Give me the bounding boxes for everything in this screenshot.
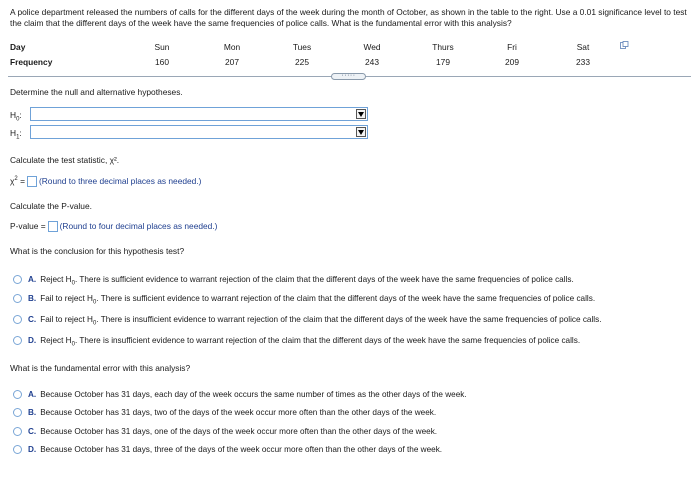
statistic-prompt: Calculate the test statistic, χ².: [10, 155, 120, 165]
chi-square-input[interactable]: [27, 176, 37, 187]
pvalue-input[interactable]: [48, 221, 58, 232]
conclusion-option-c[interactable]: C. Fail to reject $H_0$. There is insufficient evidence to warrant rejection of the claim that the different days of the week have the same frequencies of police calls.: [13, 315, 602, 327]
row-label-frequency: Frequency: [10, 57, 53, 67]
error-option-c[interactable]: C. Because October has 31 days, one of the days of the week occur more often than the other days of the week.: [13, 427, 437, 436]
day-thurs: Thurs: [432, 42, 454, 52]
question-intro: A police department released the numbers of calls for the different days of the week during the month of October, as shown in the table to the right. Use a 0.01 significance level to test the claim that the different days of the week have the same frequencies of police calls. What is the fundamental error with this analysis?: [10, 7, 687, 28]
h0-dropdown[interactable]: [30, 107, 368, 121]
dropdown-arrow-icon[interactable]: [356, 127, 366, 137]
radio-button[interactable]: [13, 390, 22, 399]
error-option-b[interactable]: B. Because October has 31 days, two of the days of the week occur more often than the other days of the week.: [13, 408, 436, 417]
conclusion-prompt: What is the conclusion for this hypothesis test?: [10, 246, 185, 256]
radio-button[interactable]: [13, 294, 22, 303]
conclusion-option-d[interactable]: D. Reject $H_0$. There is insufficient evidence to warrant rejection of the claim that the different days of the week have the same frequencies of police calls.: [13, 336, 580, 348]
pvalue-prompt: Calculate the P-value.: [10, 201, 92, 211]
day-sun: Sun: [154, 42, 170, 52]
conclusion-option-a[interactable]: A. Reject $H_0$. There is sufficient evidence to warrant rejection of the claim that the different days of the week have the same frequencies of police calls.: [13, 275, 574, 287]
radio-button[interactable]: [13, 275, 22, 284]
day-mon: Mon: [223, 42, 241, 52]
h1-dropdown[interactable]: [30, 125, 368, 139]
chi-square-label: $\chi^2$ =: [10, 176, 25, 186]
freq-thurs: 179: [436, 57, 450, 67]
radio-button[interactable]: [13, 315, 22, 324]
day-sat: Sat: [576, 42, 590, 52]
day-fri: Fri: [507, 42, 517, 52]
error-option-d[interactable]: D. Because October has 31 days, three of the days of the week occur more often than the other days of the week.: [13, 445, 442, 454]
row-label-day: Day: [10, 42, 26, 52]
h1-label: $H_1$:: [10, 128, 22, 141]
hypotheses-prompt: Determine the null and alternative hypotheses.: [10, 87, 183, 97]
dropdown-arrow-icon[interactable]: [356, 109, 366, 119]
radio-button[interactable]: [13, 427, 22, 436]
error-option-a[interactable]: A. Because October has 31 days, each day of the week occurs the same number of times as the other days of the week.: [13, 390, 467, 399]
freq-fri: 209: [505, 57, 519, 67]
freq-sun: 160: [155, 57, 169, 67]
freq-sat: 233: [576, 57, 590, 67]
conclusion-option-b[interactable]: B. Fail to reject $H_0$. There is sufficient evidence to warrant rejection of the claim that the different days of the week have the same frequencies of police calls.: [13, 294, 595, 306]
statistic-hint: (Round to three decimal places as needed.): [38, 176, 202, 186]
pvalue-answer-row: [10, 221, 217, 232]
statistic-answer-row: [10, 176, 201, 187]
radio-button[interactable]: [13, 408, 22, 417]
radio-button[interactable]: [13, 445, 22, 454]
error-prompt: What is the fundamental error with this analysis?: [10, 363, 191, 373]
freq-wed: 243: [365, 57, 379, 67]
freq-tues: 225: [295, 57, 309, 67]
h0-label: $H_0$:: [10, 110, 22, 123]
expand-button[interactable]: ·····: [331, 73, 366, 80]
pvalue-label: P-value =: [10, 221, 46, 231]
radio-button[interactable]: [13, 336, 22, 345]
day-wed: Wed: [363, 42, 381, 52]
copy-data-icon[interactable]: [620, 41, 629, 49]
day-tues: Tues: [292, 42, 312, 52]
freq-mon: 207: [225, 57, 239, 67]
pvalue-hint: (Round to four decimal places as needed.): [59, 221, 218, 231]
